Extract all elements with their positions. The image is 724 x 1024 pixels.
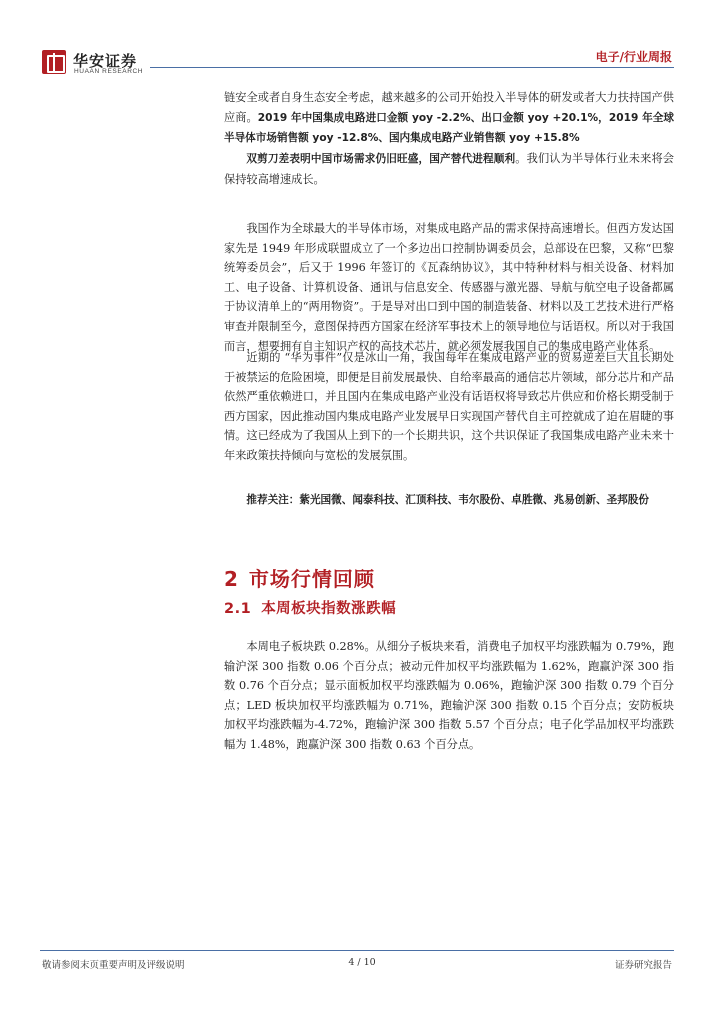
paragraph-bold-text: 2019 年中国集成电路进口金额 yoy -2.2%、出口金额 yoy +20.1%，2019 年全球半导体市场销售额 yoy -12.8%、国内集成电路产业销售额 yoy +15.8%	[224, 111, 674, 145]
footer-report-type: 证券研究报告	[614, 960, 672, 971]
paragraph-supply-chain	[224, 88, 674, 149]
brand-english: HUAAN RESEARCH	[74, 68, 144, 75]
subsection-heading	[224, 597, 396, 618]
section-heading	[224, 563, 375, 592]
recommendation-text: 推荐关注：紫光国微、闻泰科技、汇顶科技、韦尔股份、卓胜微、兆易创新、圣邦股份	[246, 494, 649, 506]
page-header	[0, 0, 724, 80]
subsection-number: 2.1	[224, 601, 252, 617]
paragraph-text: 。我们认为半导体行业未来将会保持较高增速成长。	[224, 152, 674, 186]
brand-name: 华安证券	[73, 52, 138, 70]
recommendation-paragraph	[224, 490, 674, 511]
paragraph-scissors-gap	[224, 149, 674, 189]
paragraph-export-control: 我国作为全球最大的半导体市场，对集成电路产品的需求保持高速增长。但西方发达国家先是 1949 年形成联盟成立了一个多边出口控制协调委员会，总部设在巴黎，又称“巴黎统筹委员会”，后又于 1996 年签订的《瓦森纳协议》，其中特种材料与相关设备、材料加工、电子设备、计算机设备、通讯与信息安全、传感器与激光器、导航与航空电子设备都属于协议清单上的“两用物资”。于是导对出口到中国的制造装备、材料以及工艺技术进行严格审查并限制至今，意图保持西方国家在经济军事技术上的领导地位与话语权。所以对于我国而言，想要拥有自主知识产权的高技术芯片，就必须发展我国自己的集成电路产业体系。	[224, 222, 674, 353]
header-divider	[150, 67, 674, 68]
huaan-logo-icon	[42, 50, 66, 74]
page-number: 4 / 10	[348, 957, 376, 968]
paragraph-text: 链安全或者自身生态安全考虑，越来越多的公司开始投入半导体的研发或者大力扶持国产供应商。	[224, 91, 674, 124]
document-type: 电子/行业周报	[595, 50, 672, 64]
section-number: 2	[224, 567, 239, 591]
paragraph-bold-text: 双剪刀差表明中国市场需求仍旧旺盛，国产替代进程顺利	[246, 153, 516, 165]
footer-disclaimer: 敬请参阅末页重要声明及评级说明	[42, 960, 185, 971]
footer-divider	[40, 950, 674, 951]
paragraph-weekly-performance: 本周电子板块跌 0.28%。从细分子板块来看，消费电子加权平均涨跌幅为 0.79%，跑输沪深 300 指数 0.06 个百分点；被动元件加权平均涨跌幅为 1.62%，跑赢沪深 300 指数 0.76 个百分点；显示面板加权平均涨跌幅为 0.06%，跑输沪深 300 指数 0.79 个百分点；LED 板块加权平均涨跌幅为 0.71%，跑输沪深 300 指数 0.15 个百分点；安防板块加权平均涨跌幅为-4.72%，跑输沪深 300 指数 5.57 个百分点；电子化学品加权平均涨跌幅为 1.48%，跑赢沪深 300 指数 0.63 个百分点。	[224, 640, 674, 751]
paragraph-huawei-event: 近期的 “华为事件”仅是冰山一角，我国每年在集成电路产业的贸易逆差巨大且长期处于被禁运的危险困境，即便是目前发展最快、自给率最高的通信芯片领域，部分芯片和产品依然严重依赖进口，并且国内在集成电路产业没有话语权将导致芯片供应和价格长期受制于西方国家，因此推动国内集成电路产业发展早日实现国产替代自主可控就成了迫在眉睫的事情。这已经成为了我国从上到下的一个长期共识，这个共识保证了我国集成电路产业未来十年来政策扶持倾向与宽松的发展氛围。	[224, 351, 674, 462]
section-title: 市场行情回顾	[248, 567, 375, 591]
subsection-title: 本周板块指数涨跌幅	[261, 601, 397, 617]
